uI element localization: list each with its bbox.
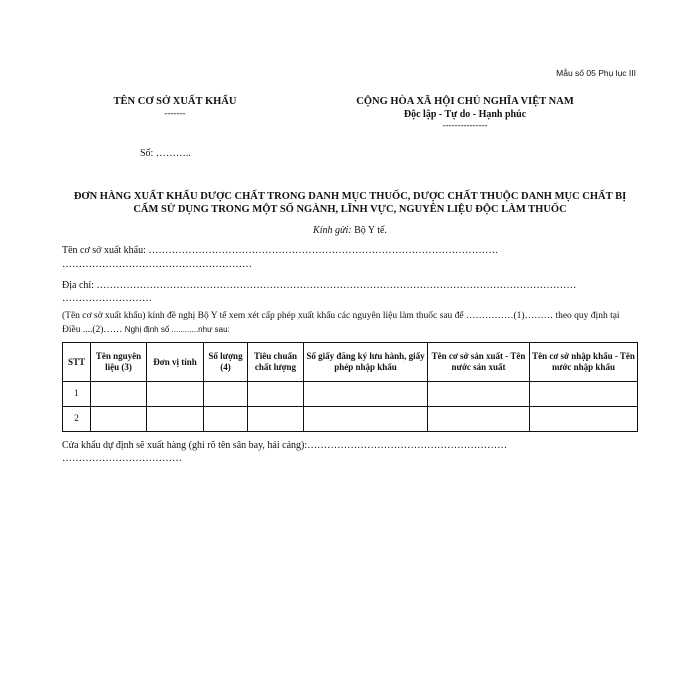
form-code: Mẫu số 05 Phụ lục III bbox=[556, 68, 636, 78]
table-cell[interactable] bbox=[248, 382, 304, 407]
col-header-importer: Tên cơ sở nhập khẩu - Tên nước nhập khẩu bbox=[530, 343, 638, 382]
border-gate-continuation[interactable]: ……………………………… bbox=[62, 453, 182, 464]
recipient-name: Bộ Y tế. bbox=[354, 225, 387, 236]
doc-number: Số: ……….. bbox=[140, 148, 191, 159]
table-cell[interactable] bbox=[304, 407, 428, 432]
header-left-divider: ------- bbox=[164, 108, 186, 118]
col-header-quantity: Số lượng (4) bbox=[204, 343, 248, 382]
national-motto: Độc lập - Tự do - Hạnh phúc bbox=[403, 109, 527, 120]
address-continuation[interactable]: ……………………… bbox=[62, 293, 152, 304]
title-line-1: ĐƠN HÀNG XUẤT KHẨU DƯỢC CHẤT TRONG DANH MỤC THUỐC, DƯỢC CHẤT THUỘC DANH MỤC CHẤT BỊ bbox=[73, 191, 627, 202]
table-cell[interactable] bbox=[248, 407, 304, 432]
address-field[interactable]: Địa chỉ: ……………………………………………………………………………………………………………………………… bbox=[62, 280, 577, 291]
col-header-material-name: Tên nguyên liệu (3) bbox=[91, 343, 147, 382]
table-cell-stt: 2 bbox=[63, 407, 91, 432]
col-header-manufacturer: Tên cơ sở sản xuất - Tên nước sản xuất bbox=[428, 343, 530, 382]
exporter-name-continuation[interactable]: ………………………………………………… bbox=[62, 259, 252, 270]
col-header-unit: Đơn vị tính bbox=[147, 343, 204, 382]
col-header-registration-number: Số giấy đăng ký lưu hành, giấy phép nhập khẩu bbox=[304, 343, 428, 382]
table-cell[interactable] bbox=[428, 407, 530, 432]
border-gate-field[interactable]: Cửa khẩu dự định sẽ xuất hàng (ghi rõ tên sân bay, hải cảng):…………………………………………………… bbox=[62, 440, 508, 451]
table-cell[interactable] bbox=[147, 382, 204, 407]
table-cell[interactable] bbox=[204, 382, 248, 407]
table-cell[interactable] bbox=[147, 407, 204, 432]
exporter-name-field[interactable]: Tên cơ sở xuất khẩu: …………………………………………………………………………………………… bbox=[62, 245, 499, 256]
table-cell[interactable] bbox=[91, 407, 147, 432]
recipient-line bbox=[0, 225, 700, 236]
table-cell[interactable] bbox=[91, 382, 147, 407]
exporter-org-name: TÊN CƠ SỞ XUẤT KHẨU bbox=[113, 96, 237, 107]
request-text: (Tên cơ sở xuất khẩu) kính đề nghị Bộ Y tế xem xét cấp phép xuất khẩu các nguyên liệu làm thuốc sau để ……………(1)……… theo quy định tại Điều ....(2)…… bbox=[62, 311, 620, 335]
title-line-2: CẤM SỬ DỤNG TRONG MỘT SỐ NGÀNH, LĨNH VỰC, NGUYÊN LIỆU ĐỘC LÀM THUỐC bbox=[133, 204, 567, 215]
table-cell[interactable] bbox=[304, 382, 428, 407]
table-cell[interactable] bbox=[530, 407, 638, 432]
header-right bbox=[330, 95, 600, 130]
col-header-stt: STT bbox=[63, 343, 91, 382]
header-right-divider: --------------- bbox=[442, 120, 488, 130]
header-left bbox=[100, 95, 250, 118]
table-header-row bbox=[63, 343, 638, 382]
table-row bbox=[63, 407, 638, 432]
country-name: CỘNG HÒA XÃ HỘI CHỦ NGHĨA VIỆT NAM bbox=[356, 96, 574, 107]
request-paragraph bbox=[62, 310, 640, 337]
table-cell-stt: 1 bbox=[63, 382, 91, 407]
materials-table bbox=[62, 342, 638, 432]
table-cell[interactable] bbox=[204, 407, 248, 432]
table-row bbox=[63, 382, 638, 407]
table-cell[interactable] bbox=[428, 382, 530, 407]
request-decree-text: Nghị định số ............như sau: bbox=[124, 325, 230, 334]
recipient-label: Kính gửi: bbox=[313, 225, 352, 236]
table-cell[interactable] bbox=[530, 382, 638, 407]
col-header-quality-standard: Tiêu chuẩn chất lượng bbox=[248, 343, 304, 382]
document-title bbox=[50, 190, 650, 216]
